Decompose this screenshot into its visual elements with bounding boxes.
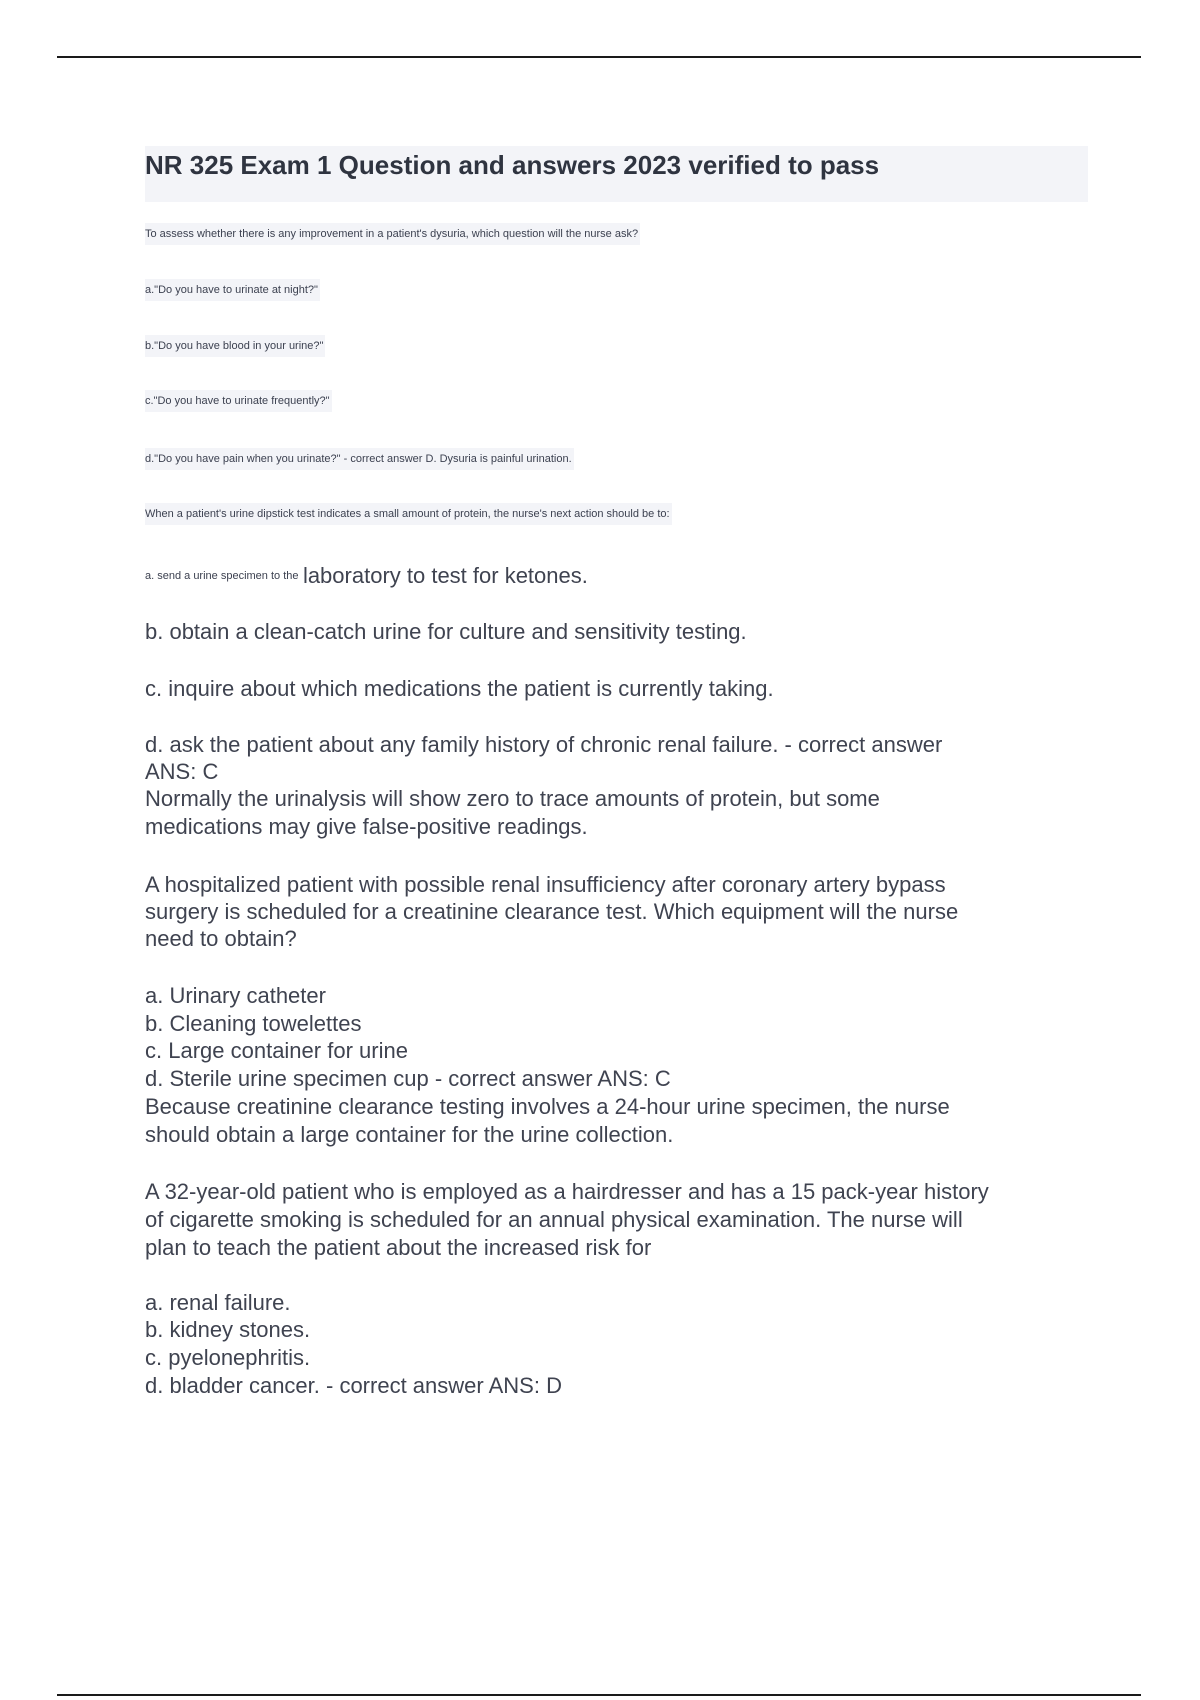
q3-question-line1: A hospitalized patient with possible renal insufficiency after coronary artery bypass xyxy=(145,872,946,897)
bottom-rule xyxy=(57,1694,1141,1696)
top-rule xyxy=(57,56,1141,58)
q3-option-d-answer: d. Sterile urine specimen cup - correct answer ANS: C xyxy=(145,1066,671,1091)
q4-option-a: a. renal failure. xyxy=(145,1290,291,1315)
q3-option-a: a. Urinary catheter xyxy=(145,983,326,1008)
q2-rationale-line2: medications may give false-positive readings. xyxy=(145,814,588,839)
q3-option-b: b. Cleaning towelettes xyxy=(145,1011,362,1036)
q2-option-c: c. inquire about which medications the patient is currently taking. xyxy=(145,676,774,701)
q1-option-b: b."Do you have blood in your urine?" xyxy=(145,335,325,357)
q2-option-a-small: a. send a urine specimen to the xyxy=(145,570,299,582)
q1-option-a: a."Do you have to urinate at night?" xyxy=(145,279,320,301)
document-title: NR 325 Exam 1 Question and answers 2023 verified to pass xyxy=(145,146,1088,202)
q3-rationale-line2: should obtain a large container for the urine collection. xyxy=(145,1122,674,1147)
q2-rationale-line1: Normally the urinalysis will show zero to trace amounts of protein, but some xyxy=(145,786,880,811)
q4-question-line1: A 32-year-old patient who is employed as a hairdresser and has a 15 pack-year history xyxy=(145,1179,989,1204)
q2-question: When a patient's urine dipstick test indicates a small amount of protein, the nurse's next action should be to: xyxy=(145,503,672,525)
q1-option-c: c."Do you have to urinate frequently?" xyxy=(145,390,332,412)
q4-option-c: c. pyelonephritis. xyxy=(145,1345,311,1370)
q3-option-c: c. Large container for urine xyxy=(145,1038,408,1063)
q2-option-a xyxy=(145,563,588,589)
q2-option-b: b. obtain a clean-catch urine for culture and sensitivity testing. xyxy=(145,619,747,644)
q2-option-a-large: laboratory to test for ketones. xyxy=(302,563,588,588)
q4-option-b: b. kidney stones. xyxy=(145,1317,311,1342)
q4-option-d-answer: d. bladder cancer. - correct answer ANS: D xyxy=(145,1373,562,1398)
q3-question-line3: need to obtain? xyxy=(145,926,297,951)
q4-question-line2: of cigarette smoking is scheduled for an annual physical examination. The nurse will xyxy=(145,1207,963,1232)
q3-question-line2: surgery is scheduled for a creatinine clearance test. Which equipment will the nurse xyxy=(145,899,959,924)
q4-question-line3: plan to teach the patient about the increased risk for xyxy=(145,1235,652,1260)
q1-question: To assess whether there is any improvement in a patient's dysuria, which question will the nurse ask? xyxy=(145,223,640,245)
q2-option-d-answer: d. ask the patient about any family history of chronic renal failure. - correct answer xyxy=(145,732,943,757)
q3-rationale-line1: Because creatinine clearance testing involves a 24-hour urine specimen, the nurse xyxy=(145,1094,950,1119)
q1-option-d-answer: d."Do you have pain when you urinate?" - correct answer D. Dysuria is painful urination. xyxy=(145,448,574,470)
q2-ans: ANS: C xyxy=(145,759,219,784)
